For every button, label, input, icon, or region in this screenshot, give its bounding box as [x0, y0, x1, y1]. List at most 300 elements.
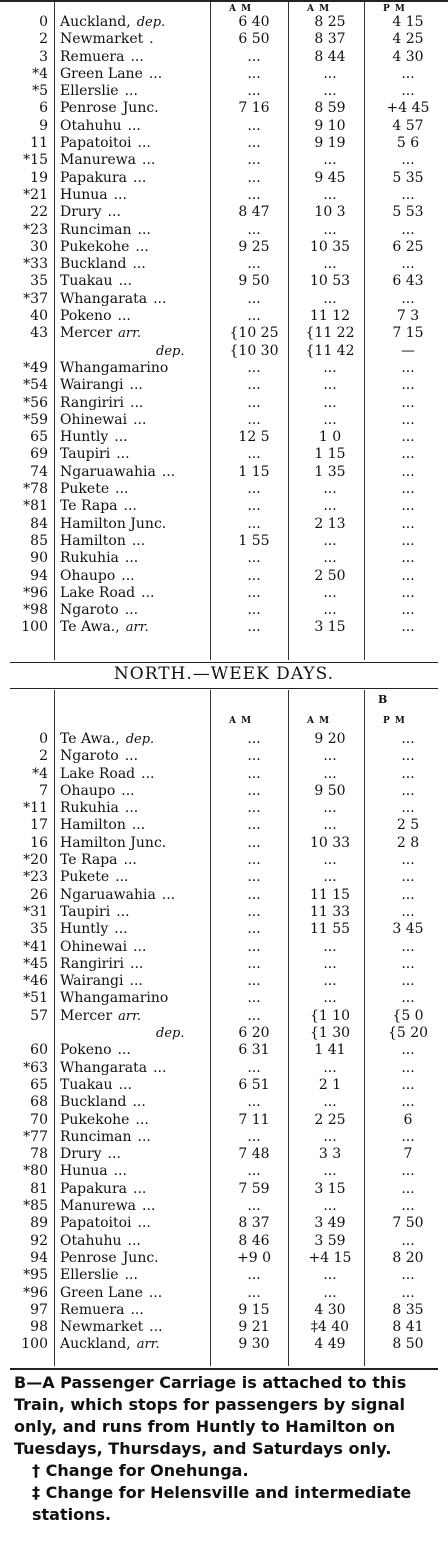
station-cell — [52, 446, 216, 463]
time-cell-1: ... — [247, 619, 261, 636]
station-cell — [52, 990, 216, 1007]
station-name: Ellerslie — [60, 1267, 119, 1284]
station-suffix: ... — [148, 1284, 163, 1301]
table-row — [0, 904, 448, 921]
station-name: Buckland — [60, 1094, 127, 1111]
time-cell-2: ... — [323, 221, 337, 238]
time-cell-3: ... — [401, 1163, 415, 1180]
station-name: Otahuhu — [60, 1232, 122, 1249]
station-cell — [52, 412, 216, 429]
time-cell-1: ... — [247, 359, 261, 376]
station-name: Taupiri — [60, 446, 111, 463]
time-cell-1: ... — [247, 290, 261, 307]
time-cell-2: 10 35 — [309, 238, 351, 255]
station-name: Hamilton Junc. — [60, 515, 167, 532]
mileage-cell: 57 — [30, 1007, 48, 1024]
station-suffix: ... — [130, 1301, 144, 1318]
time-cell-3: ... — [401, 463, 415, 480]
table-row — [0, 1146, 448, 1163]
table-row — [0, 783, 448, 800]
station-cell — [52, 1319, 216, 1336]
time-cell-3: ... — [401, 446, 415, 463]
station-cell — [52, 256, 216, 273]
station-cell — [52, 239, 216, 256]
station-cell — [52, 1146, 216, 1163]
station-cell — [52, 187, 216, 204]
time-cell-2: ... — [323, 532, 337, 549]
time-cell-1: ... — [247, 169, 261, 186]
time-cell-2: ‡4 40 — [310, 1319, 350, 1336]
station-cell — [52, 395, 216, 412]
table-row — [0, 395, 448, 412]
time-cell-1: +9 0 — [237, 1249, 271, 1266]
time-cell-3: 7 — [403, 1146, 413, 1163]
table-row — [0, 1336, 448, 1353]
time-cell-2: 2 1 — [318, 1076, 342, 1093]
station-name: Newmarket — [60, 31, 144, 48]
table-row — [0, 835, 448, 852]
time-cell-1: 6 50 — [238, 31, 270, 48]
mileage-cell: 35 — [30, 273, 48, 290]
station-name: Huntly — [60, 921, 109, 938]
station-name: Ellerslie — [60, 83, 119, 100]
station-name: Green Lane — [60, 65, 143, 82]
time-cell-3: ... — [401, 359, 415, 376]
time-cell-1: ... — [247, 186, 261, 203]
mileage-cell: *15 — [23, 152, 48, 169]
mileage-cell: 7 — [39, 782, 48, 799]
time-cell-1: 9 50 — [238, 273, 270, 290]
station-suffix: ... — [115, 481, 129, 498]
table-row — [0, 1267, 448, 1284]
time-cell-3: ... — [401, 1198, 415, 1215]
table-row — [0, 1302, 448, 1319]
station-name: Pukekohe — [60, 238, 130, 255]
time-cell-3: 4 30 — [392, 48, 424, 65]
station-name: Manurewa — [60, 1198, 137, 1215]
mileage-cell: 2 — [39, 748, 48, 765]
station-suffix: ... — [124, 1267, 138, 1284]
time-cell-2: ... — [323, 1163, 337, 1180]
north-col3-header: P M — [383, 716, 406, 726]
time-cell-2: ... — [323, 411, 337, 428]
mileage-cell: 16 — [30, 834, 48, 851]
station-name: Otahuhu — [60, 117, 122, 134]
mileage-cell: 17 — [30, 817, 48, 834]
time-cell-1: ... — [247, 938, 261, 955]
time-cell-2: ... — [323, 1284, 337, 1301]
mileage-cell: 100 — [21, 619, 48, 636]
station-suffix: ... — [153, 1059, 167, 1076]
station-cell — [52, 731, 216, 748]
mileage-cell: 85 — [30, 532, 48, 549]
station-suffix: ... — [131, 532, 146, 549]
mileage-cell: 94 — [30, 1249, 48, 1266]
station-cell — [52, 481, 216, 498]
time-cell-2: 8 37 — [314, 31, 346, 48]
station-cell — [52, 1077, 216, 1094]
mileage-cell: 70 — [30, 1111, 48, 1128]
mileage-cell: 68 — [30, 1094, 48, 1111]
station-suffix: ... — [107, 204, 121, 221]
station-suffix: ... — [141, 765, 155, 782]
time-cell-1: ... — [247, 411, 261, 428]
time-cell-3: ... — [401, 532, 415, 549]
station-cell — [52, 1042, 216, 1059]
table-row — [0, 1250, 448, 1267]
station-cell — [52, 516, 216, 533]
mileage-cell: 19 — [30, 169, 48, 186]
table-row — [0, 748, 448, 765]
station-cell — [52, 1181, 216, 1198]
time-cell-2: ... — [323, 65, 337, 82]
time-cell-1: ... — [247, 152, 261, 169]
table-row — [0, 887, 448, 904]
time-cell-3: 4 25 — [392, 31, 424, 48]
time-cell-3: ... — [401, 748, 415, 765]
station-name: Hamilton — [60, 532, 126, 549]
station-cell — [52, 748, 216, 765]
time-cell-3: 4 57 — [392, 117, 424, 134]
station-suffix: ... — [124, 83, 138, 100]
table-row — [0, 990, 448, 1007]
time-cell-2: ... — [323, 817, 337, 834]
time-cell-2: ... — [323, 852, 337, 869]
time-cell-3: 6 25 — [392, 238, 424, 255]
table-row — [0, 1060, 448, 1077]
time-cell-3: ... — [401, 800, 415, 817]
mileage-cell: *4 — [32, 765, 48, 782]
station-name: Penrose — [60, 1249, 117, 1266]
station-cell — [52, 1336, 216, 1353]
time-cell-3: +4 45 — [386, 100, 430, 117]
station-name: Runciman — [60, 221, 132, 238]
station-cell — [52, 1198, 216, 1215]
mileage-cell: 90 — [30, 550, 48, 567]
time-cell-2: ... — [323, 377, 337, 394]
mileage-cell: *31 — [23, 903, 48, 920]
station-suffix: ... — [114, 921, 128, 938]
table-row — [0, 152, 448, 169]
time-cell-3: ... — [401, 394, 415, 411]
table-row — [0, 800, 448, 817]
station-suffix: ... — [149, 1319, 163, 1336]
table-row — [0, 66, 448, 83]
station-suffix: ... — [141, 584, 155, 601]
mileage-cell: 74 — [30, 463, 48, 480]
time-cell-3: ... — [401, 186, 415, 203]
mileage-cell: *20 — [23, 852, 48, 869]
station-name: Mercer — [60, 325, 113, 342]
station-cell — [52, 619, 216, 636]
time-cell-1: 6 51 — [238, 1076, 270, 1093]
table-row — [0, 1025, 448, 1042]
station-suffix: ... — [115, 869, 129, 886]
footnote-double-dagger: ‡ Change for Helensville and intermediate stations. — [32, 1483, 412, 1524]
table-row — [0, 481, 448, 498]
time-cell-3: ... — [401, 619, 415, 636]
table-row — [0, 446, 448, 463]
station-cell — [52, 83, 216, 100]
time-cell-3: ... — [401, 1284, 415, 1301]
station-suffix: ... — [116, 446, 130, 463]
time-cell-1: ... — [247, 1128, 261, 1145]
mileage-cell: *80 — [23, 1163, 48, 1180]
south-col3-header: P M — [383, 4, 406, 14]
time-cell-1: ... — [247, 256, 261, 273]
time-cell-2: ... — [323, 152, 337, 169]
footnote-b: B—A Passenger Carriage is attached to this Train, which stops for passengers by signal only, and runs from Huntly to Hamilton on Tuesdays, Thursdays, and Saturdays only. — [14, 1373, 407, 1458]
time-cell-3: 6 43 — [392, 273, 424, 290]
time-cell-2: 2 50 — [314, 567, 346, 584]
time-cell-3: ... — [401, 852, 415, 869]
table-row — [0, 1008, 448, 1025]
station-name: Lake Road — [60, 584, 136, 601]
time-cell-1: 6 40 — [238, 14, 270, 30]
footnote-rule — [10, 1368, 438, 1370]
col-rule-north-3 — [364, 690, 365, 1366]
station-suffix: ... — [129, 377, 143, 394]
table-row — [0, 1181, 448, 1198]
time-cell-2: 3 3 — [318, 1146, 342, 1163]
time-cell-2: ... — [323, 186, 337, 203]
mileage-cell: *96 — [23, 1284, 48, 1301]
station-cell — [52, 429, 216, 446]
mileage-cell: 60 — [30, 1042, 48, 1059]
mileage-cell: 65 — [30, 429, 48, 446]
station-name: Pukekohe — [60, 1111, 130, 1128]
time-cell-1: ... — [247, 921, 261, 938]
time-cell-3: 3 45 — [392, 921, 424, 938]
time-cell-2: 10 53 — [309, 273, 351, 290]
time-cell-1: ... — [247, 1163, 261, 1180]
station-suffix: ... — [123, 852, 137, 869]
time-cell-2: 9 20 — [314, 731, 346, 747]
station-name: Ngaroto — [60, 748, 119, 765]
mileage-cell: 9 — [39, 117, 48, 134]
mileage-cell: *33 — [23, 256, 48, 273]
time-cell-3: 8 50 — [392, 1336, 424, 1353]
station-name: Auckland, — [60, 14, 131, 30]
station-cell — [52, 1250, 216, 1267]
station-name: Pukete — [60, 481, 110, 498]
mileage-cell: *41 — [23, 938, 48, 955]
table-row — [0, 1112, 448, 1129]
station-suffix: ... — [142, 1198, 156, 1215]
time-cell-3: ... — [401, 938, 415, 955]
mileage-cell: 78 — [30, 1146, 48, 1163]
station-cell — [52, 550, 216, 567]
time-cell-1: ... — [247, 731, 261, 747]
time-cell-2: ... — [323, 481, 337, 498]
time-cell-1: ... — [247, 869, 261, 886]
table-row — [0, 1163, 448, 1180]
time-cell-3: ... — [401, 290, 415, 307]
time-cell-2: ... — [323, 1059, 337, 1076]
time-cell-1: 9 30 — [238, 1336, 270, 1353]
time-cell-2: 11 33 — [309, 903, 351, 920]
time-cell-2: 8 25 — [314, 14, 346, 30]
station-suffix: dep. — [125, 732, 155, 747]
mileage-cell: 65 — [30, 1076, 48, 1093]
time-cell-1: ... — [247, 602, 261, 619]
station-name: Rangiriri — [60, 955, 125, 972]
time-cell-2: ... — [323, 938, 337, 955]
station-name: Whangarata — [60, 1059, 148, 1076]
mileage-cell: 11 — [30, 135, 48, 152]
station-name: Buckland — [60, 256, 127, 273]
station-name: Ohaupo — [60, 782, 116, 799]
station-suffix: ... — [137, 135, 151, 152]
station-suffix: ... — [133, 169, 147, 186]
time-cell-2: ... — [323, 748, 337, 765]
table-row — [0, 49, 448, 66]
table-row — [0, 291, 448, 308]
time-cell-1: 8 47 — [238, 204, 270, 221]
mileage-cell: *51 — [23, 990, 48, 1007]
table-row — [0, 869, 448, 886]
station-name: Hunua — [60, 186, 108, 203]
station-cell — [52, 31, 216, 48]
mileage-cell: *56 — [23, 394, 48, 411]
time-cell-2: 1 0 — [318, 429, 342, 446]
mileage-cell: 0 — [39, 731, 48, 747]
station-suffix: ... — [133, 411, 147, 428]
station-cell — [52, 1129, 216, 1146]
time-cell-2: +4 15 — [308, 1249, 352, 1266]
station-suffix: ... — [114, 429, 128, 446]
mileage-cell: 92 — [30, 1232, 48, 1249]
time-cell-3: ... — [401, 1232, 415, 1249]
mileage-cell: *59 — [23, 411, 48, 428]
time-cell-1: ... — [247, 1059, 261, 1076]
station-suffix: arr. — [118, 326, 142, 342]
time-cell-3: ... — [401, 221, 415, 238]
station-suffix: ... — [137, 1128, 151, 1145]
time-cell-3: ... — [401, 550, 415, 567]
time-cell-2: 2 25 — [314, 1111, 346, 1128]
time-cell-3: 8 20 — [392, 1249, 424, 1266]
station-cell — [52, 973, 216, 990]
station-cell — [52, 135, 216, 152]
mileage-cell: 40 — [30, 308, 48, 325]
mileage-cell: *46 — [23, 973, 48, 990]
north-col2-header: A M — [307, 716, 331, 726]
time-cell-2: ... — [323, 1267, 337, 1284]
station-suffix: ... — [137, 221, 151, 238]
time-cell-3: 5 35 — [392, 169, 424, 186]
table-row — [0, 1042, 448, 1059]
time-cell-1: ... — [247, 748, 261, 765]
col-rule-south-1 — [210, 2, 211, 660]
time-cell-1: ... — [247, 800, 261, 817]
station-suffix: ... — [117, 1042, 131, 1059]
time-cell-2: 3 59 — [314, 1232, 346, 1249]
table-row — [0, 921, 448, 938]
south-timetable — [0, 14, 448, 637]
station-suffix: arr. — [118, 1008, 142, 1024]
time-cell-2: ... — [323, 955, 337, 972]
station-cell — [52, 222, 216, 239]
station-name: Drury — [60, 204, 102, 221]
time-cell-2: ... — [323, 973, 337, 990]
time-cell-1: 7 59 — [238, 1180, 270, 1197]
table-row — [0, 343, 448, 360]
table-row — [0, 1233, 448, 1250]
table-row — [0, 222, 448, 239]
station-cell — [52, 852, 216, 869]
station-cell — [52, 204, 216, 221]
time-cell-3: ... — [401, 782, 415, 799]
mileage-cell: 30 — [30, 238, 48, 255]
table-row — [0, 412, 448, 429]
station-suffix: ... — [131, 817, 146, 834]
footnotes — [14, 1372, 434, 1526]
time-cell-2: ... — [323, 765, 337, 782]
title-rule — [10, 688, 438, 689]
station-cell — [52, 602, 216, 619]
mileage-cell: *81 — [23, 498, 48, 515]
station-cell — [52, 343, 216, 360]
table-row — [0, 731, 448, 748]
station-suffix: ... — [116, 903, 130, 920]
station-name: Whangamarino — [60, 359, 169, 376]
time-cell-1: ... — [247, 1267, 261, 1284]
station-cell — [52, 533, 216, 550]
station-cell — [52, 1025, 216, 1042]
top-rule — [0, 0, 448, 2]
station-name: Pukete — [60, 869, 110, 886]
mileage-cell — [0, 343, 52, 360]
station-cell — [52, 100, 216, 117]
time-cell-1: ... — [247, 515, 261, 532]
north-timetable — [0, 731, 448, 1354]
station-cell — [52, 118, 216, 135]
mileage-cell: 43 — [30, 325, 48, 342]
table-row — [0, 619, 448, 636]
time-cell-3: ... — [401, 481, 415, 498]
time-cell-2: ... — [323, 1198, 337, 1215]
mileage-cell: 84 — [30, 515, 48, 532]
station-name: Rangiriri — [60, 394, 125, 411]
time-cell-2: 11 15 — [309, 886, 351, 903]
time-cell-3: ... — [401, 256, 415, 273]
south-col1-header: A M — [229, 4, 253, 14]
time-cell-1: ... — [247, 765, 261, 782]
station-suffix: ... — [121, 567, 135, 584]
time-cell-1: {10 30 — [229, 342, 279, 359]
station-name: Runciman — [60, 1128, 132, 1145]
station-suffix: ... — [127, 117, 141, 134]
col-rule-north-1 — [210, 690, 211, 1366]
station-suffix: ... — [124, 748, 139, 765]
col-rule-north-2 — [288, 690, 289, 1366]
time-cell-1: ... — [247, 550, 261, 567]
mileage-cell: 98 — [30, 1319, 48, 1336]
station-name: Te Awa., — [60, 731, 120, 747]
station-cell — [52, 1233, 216, 1250]
station-cell — [52, 1008, 216, 1025]
station-name: Whangarata — [60, 290, 148, 307]
time-cell-2: 3 15 — [314, 1180, 346, 1197]
table-row — [0, 325, 448, 342]
time-cell-3: ... — [401, 1267, 415, 1284]
station-name: Ngaroto — [60, 602, 119, 619]
station-cell — [52, 1060, 216, 1077]
station-name: Tuakau — [60, 273, 113, 290]
time-cell-3: 8 35 — [392, 1301, 424, 1318]
table-row — [0, 170, 448, 187]
